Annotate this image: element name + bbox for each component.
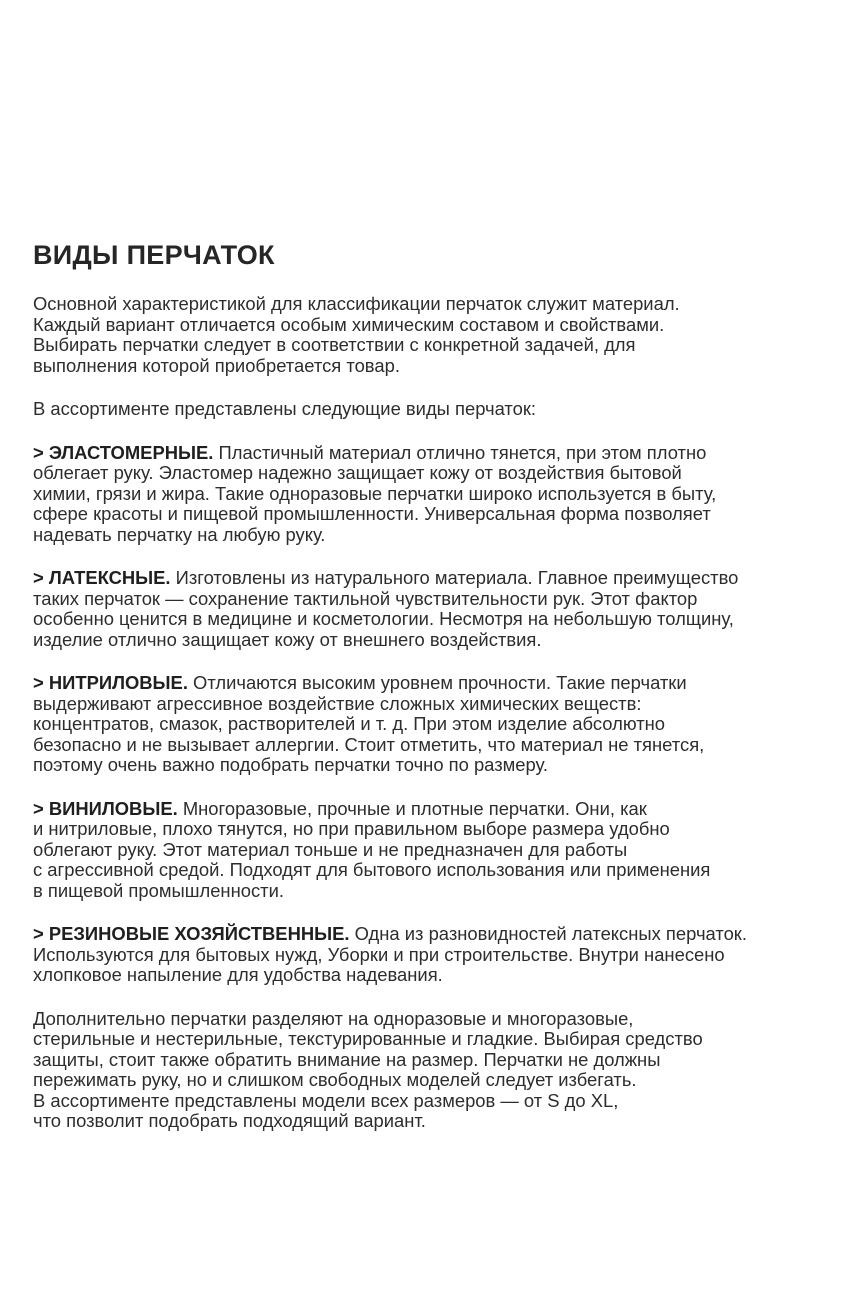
- text-line: таких перчаток — сохранение тактильной чувствительности рук. Этот фактор: [33, 587, 698, 609]
- text-line: поэтому очень важно подобрать перчатки точно по размеру.: [33, 754, 548, 775]
- type-heading: > ВИНИЛОВЫЕ.: [33, 797, 178, 819]
- type-description: Пластичный материал отлично тянется, при этом плотно: [213, 441, 707, 463]
- type-heading: > ЛАТЕКСНЫЕ.: [33, 567, 171, 588]
- text-line: стерильные и нестерильные, текстурированные и гладкие. Выбирая средство: [33, 1028, 703, 1049]
- type-heading: > РЕЗИНОВЫЕ ХОЗЯЙСТВЕННЫЕ.: [33, 923, 350, 944]
- text-line: [33, 799, 833, 820]
- text-line: выдерживают агрессивное воздействие сложных химических веществ:: [33, 692, 642, 714]
- type-description: Многоразовые, прочные и плотные перчатки. Они, как: [177, 797, 647, 819]
- type-rubber-paragraph: [33, 924, 833, 986]
- text-line: пережимать руку, но и слишком свободных моделей следует избегать.: [33, 1069, 637, 1090]
- type-heading: > ЭЛАСТОМЕРНЫЕ.: [33, 441, 214, 463]
- text-line: [33, 443, 833, 464]
- type-elastomer-paragraph: [33, 443, 833, 546]
- type-latex-paragraph: [33, 568, 833, 650]
- text-line: в пищевой промышленности.: [33, 879, 284, 901]
- text-line: [33, 924, 833, 945]
- text-line: надевать перчатку на любую руку.: [33, 523, 326, 545]
- assortment-intro-paragraph: [33, 399, 833, 420]
- text-line: облегает руку. Эластомер надежно защищает кожу от воздействия бытовой: [33, 462, 682, 483]
- text-line: Дополнительно перчатки разделяют на одноразовые и многоразовые,: [33, 1007, 634, 1029]
- text-line: Используются для бытовых нужд, Уборки и при строительстве. Внутри нанесено: [33, 943, 725, 965]
- text-line: выполнения которой приобретается товар.: [33, 354, 400, 376]
- text-line: что позволит подобрать подходящий вариант.: [33, 1110, 426, 1131]
- text-line: химии, грязи и жира. Такие одноразовые перчатки широко используется в быту,: [33, 482, 717, 504]
- text-line: Выбирать перчатки следует в соответствии с конкретной задачей, для: [33, 334, 636, 355]
- text-line: концентратов, смазок, растворителей и т. д. При этом изделие абсолютно: [33, 713, 666, 734]
- text-line: изделие отлично защищает кожу от внешнего воздействия.: [33, 628, 542, 650]
- type-vinyl-paragraph: [33, 799, 833, 902]
- type-description: Изготовлены из натурального материала. Главное преимущество: [170, 567, 739, 588]
- text-line: [33, 673, 833, 694]
- intro-paragraph: [33, 294, 833, 376]
- text-line: В ассортименте представлены модели всех размеров — от S до XL,: [33, 1089, 619, 1111]
- type-description: Одна из разновидностей латексных перчаток.: [349, 923, 747, 944]
- page-title: ВИДЫ ПЕРЧАТОК: [33, 240, 275, 270]
- text-line: особенно ценится в медицине и косметологии. Несмотря на небольшую толщину,: [33, 608, 734, 629]
- text-line: сфере красоты и пищевой промышленности. Универсальная форма позволяет: [33, 503, 711, 524]
- outro-paragraph: [33, 1009, 833, 1132]
- text-line: безопасно и не вызывает аллергии. Стоит отметить, что материал не тянется,: [33, 733, 705, 755]
- text-line: [33, 568, 833, 589]
- text-line: В ассортименте представлены следующие виды перчаток:: [33, 398, 537, 419]
- text-line: хлопковое напыление для удобства надевания.: [33, 964, 443, 985]
- text-line: с агрессивной средой. Подходят для бытового использования или применения: [33, 859, 711, 880]
- type-nitrile-paragraph: [33, 673, 833, 776]
- text-line: и нитриловые, плохо тянутся, но при правильном выборе размера удобно: [33, 818, 670, 839]
- type-description: Отличаются высоким уровнем прочности. Такие перчатки: [187, 672, 687, 693]
- type-heading: > НИТРИЛОВЫЕ.: [33, 672, 188, 693]
- text-line: Каждый вариант отличается особым химическим составом и свойствами.: [33, 313, 665, 335]
- document-body: [33, 236, 833, 1155]
- text-line: защиты, стоит также обратить внимание на размер. Перчатки не должны: [33, 1048, 661, 1070]
- text-line: Основной характеристикой для классификации перчаток служит материал.: [33, 293, 680, 314]
- text-line: облегают руку. Этот материал тоньше и не предназначен для работы: [33, 838, 628, 860]
